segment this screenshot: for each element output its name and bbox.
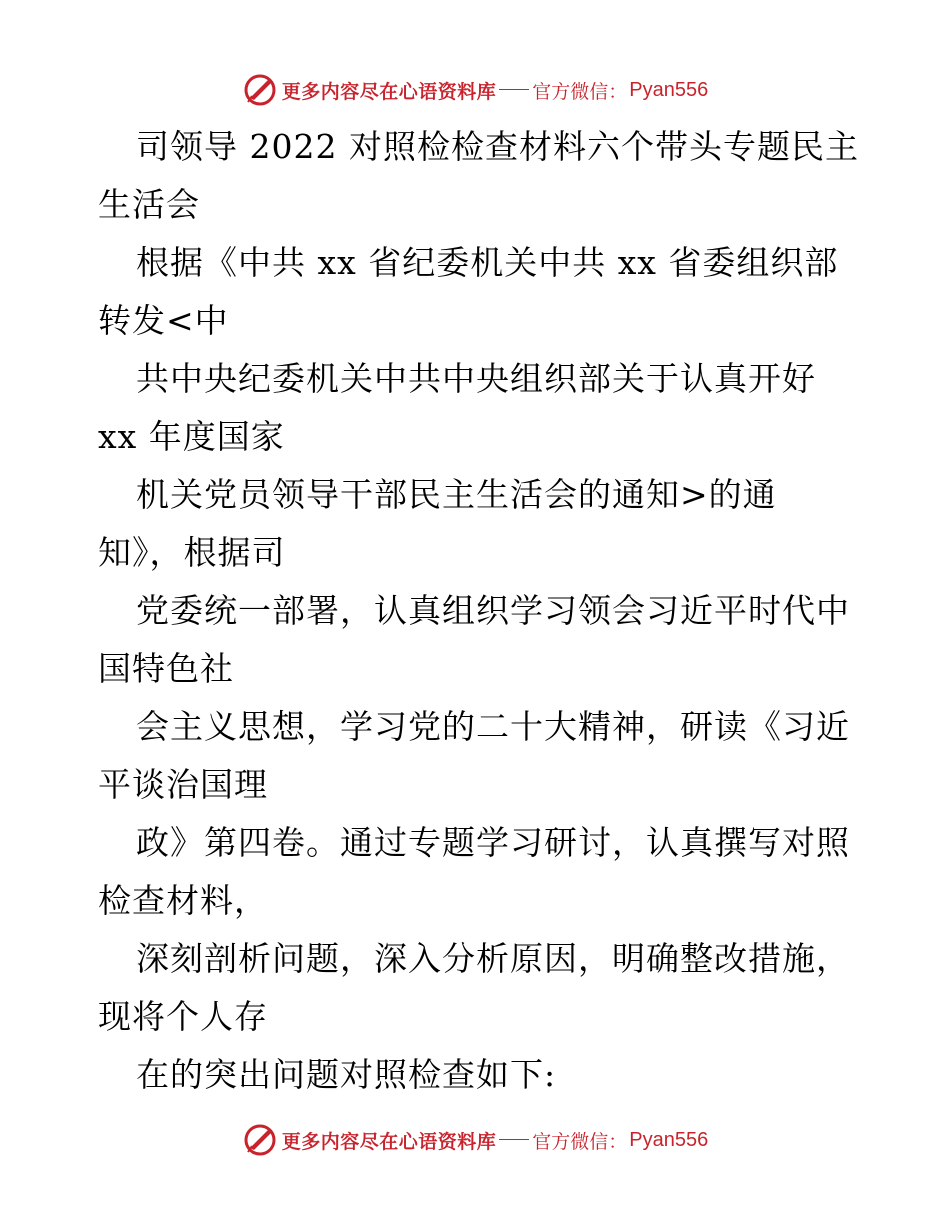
text-line: xx 年度国家 [98,417,285,456]
text-line: 生活会 [98,185,200,224]
text-line: 党委统一部署，认真组织学习领会习近平时代中 [136,591,850,630]
text-line: 现将个人存 [98,997,268,1036]
text-line: 司领导 2022 对照检检查材料六个带头专题民主 [136,127,859,166]
text-line: 知》，根据司 [98,533,286,572]
text-line: 政》第四卷。通过专题学习研讨，认真撰写对照 [136,823,850,862]
banner-wechat-label: 官方微信： [532,80,628,103]
quill-logo-icon [242,1122,278,1158]
banner-slogan: 更多内容尽在心语资料库 [281,1130,497,1153]
header-banner [0,70,950,110]
text-line: 会主义思想，学习党的二十大精神，研读《习近 [136,707,850,746]
text-line: 检查材料， [98,881,268,920]
text-line: 深刻剖析问题，深入分析原因，明确整改措施， [136,939,850,978]
banner-slogan: 更多内容尽在心语资料库 [281,80,497,103]
text-line: 国特色社 [98,649,234,688]
text-line: 共中央纪委机关中共中央组织部关于认真开好 [136,359,816,398]
footer-banner [0,1120,950,1160]
document-body [98,118,858,1104]
text-line: 平谈治国理 [98,765,268,804]
banner-dash [499,89,529,90]
banner-wechat-id: Pyan556 [629,1128,709,1151]
text-line: 转发<中 [98,301,229,340]
banner-wechat-id: Pyan556 [629,78,709,101]
text-line: 根据《中共 xx 省纪委机关中共 xx 省委组织部 [136,243,839,282]
banner-dash [499,1139,529,1140]
text-line: 在的突出问题对照检查如下: [136,1055,557,1094]
quill-logo-icon [242,72,278,108]
banner-wechat-label: 官方微信： [532,1130,628,1153]
text-line: 机关党员领导干部民主生活会的通知>的通 [136,475,777,514]
